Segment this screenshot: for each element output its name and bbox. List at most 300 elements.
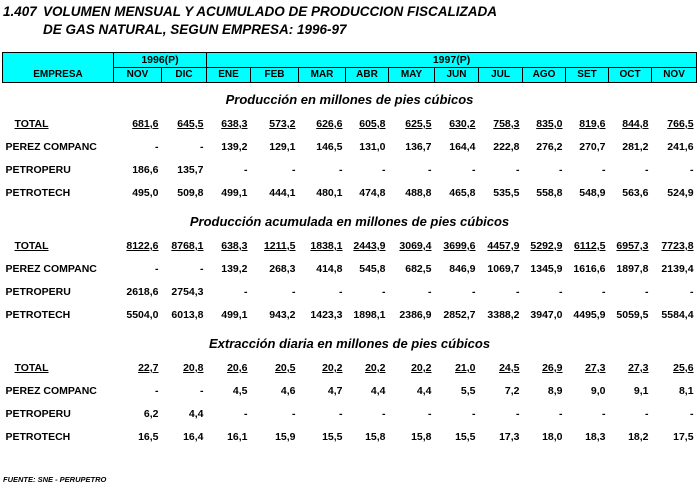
section-title: Producción en millones de pies cúbicos bbox=[225, 92, 474, 107]
table-cell bbox=[523, 357, 566, 380]
table-cell bbox=[435, 380, 479, 403]
cell-value: - bbox=[516, 164, 520, 176]
cell-value: 139,2 bbox=[221, 141, 248, 153]
table-cell bbox=[566, 113, 609, 136]
cell-value: - bbox=[602, 408, 606, 420]
header-month: AGO bbox=[523, 68, 566, 83]
cell-value: 8,1 bbox=[678, 385, 694, 397]
table-cell bbox=[346, 281, 389, 304]
cell-value: 8122,6 bbox=[126, 240, 159, 252]
cell-value: 681,6 bbox=[132, 118, 159, 130]
table-cell bbox=[389, 380, 435, 403]
table-cell bbox=[523, 235, 566, 258]
table-cell bbox=[114, 403, 162, 426]
table-cell bbox=[479, 182, 523, 205]
cell-value: 18,0 bbox=[542, 431, 563, 443]
cell-value: 4,6 bbox=[280, 385, 296, 397]
cell-value: 4,4 bbox=[416, 385, 432, 397]
cell-value: 8,9 bbox=[547, 385, 563, 397]
table-cell bbox=[114, 357, 162, 380]
table-cell bbox=[566, 357, 609, 380]
table-cell bbox=[435, 113, 479, 136]
table-cell bbox=[114, 113, 162, 136]
table-cell bbox=[523, 182, 566, 205]
cell-value: - bbox=[292, 164, 296, 176]
table-cell bbox=[523, 113, 566, 136]
section-title: Extracción diaria en millones de pies cúbicos bbox=[209, 336, 491, 351]
cell-value: 222,8 bbox=[493, 141, 520, 153]
table-cell bbox=[299, 426, 346, 449]
table-cell bbox=[523, 403, 566, 426]
table-cell bbox=[566, 235, 609, 258]
table-cell bbox=[566, 426, 609, 449]
table-cell bbox=[566, 304, 609, 327]
cell-value: - bbox=[428, 164, 432, 176]
cell-value: 548,9 bbox=[579, 187, 606, 199]
row-label: PEREZ COMPANC bbox=[5, 263, 97, 275]
table-cell bbox=[299, 159, 346, 182]
table-cell bbox=[389, 403, 435, 426]
table-cell bbox=[389, 357, 435, 380]
table-cell bbox=[207, 403, 251, 426]
header-month: OCT bbox=[609, 68, 652, 83]
cell-value: 24,5 bbox=[499, 362, 520, 374]
cell-value: - bbox=[200, 263, 204, 275]
table-cell bbox=[609, 182, 652, 205]
cell-value: 819,6 bbox=[579, 118, 606, 130]
cell-value: 241,6 bbox=[667, 141, 694, 153]
cell-value: 465,8 bbox=[449, 187, 476, 199]
table-cell bbox=[389, 113, 435, 136]
title-line-2: DE GAS NATURAL, SEGUN EMPRESA: 1996-97 bbox=[43, 22, 347, 37]
cell-value: 4,4 bbox=[188, 408, 204, 420]
table-cell bbox=[609, 281, 652, 304]
cell-value: 3699,6 bbox=[443, 240, 476, 252]
table-cell bbox=[162, 113, 207, 136]
table-row bbox=[3, 182, 697, 205]
table-cell bbox=[207, 113, 251, 136]
cell-value: 758,3 bbox=[493, 118, 520, 130]
row-label: PETROTECH bbox=[5, 431, 71, 443]
table-cell bbox=[162, 380, 207, 403]
table-cell bbox=[435, 304, 479, 327]
table-cell bbox=[479, 235, 523, 258]
header-month: ENE bbox=[207, 68, 251, 83]
cell-value: 2386,9 bbox=[399, 309, 432, 321]
cell-value: 605,8 bbox=[359, 118, 386, 130]
cell-value: 281,2 bbox=[622, 141, 649, 153]
table-cell bbox=[479, 304, 523, 327]
table-cell bbox=[162, 357, 207, 380]
table-row bbox=[3, 136, 697, 159]
table-cell bbox=[114, 136, 162, 159]
table-cell bbox=[162, 304, 207, 327]
table-cell bbox=[207, 380, 251, 403]
table-row bbox=[3, 380, 697, 403]
cell-value: - bbox=[244, 164, 248, 176]
cell-value: 626,6 bbox=[316, 118, 343, 130]
cell-value: 1423,3 bbox=[310, 309, 343, 321]
cell-value: 20,5 bbox=[275, 362, 296, 374]
table-cell bbox=[114, 182, 162, 205]
table-cell bbox=[652, 235, 697, 258]
table-cell bbox=[251, 235, 299, 258]
header-row-years bbox=[3, 53, 697, 68]
cell-value: 4495,9 bbox=[573, 309, 606, 321]
cell-value: 268,3 bbox=[269, 263, 296, 275]
header-blank-cell bbox=[3, 53, 114, 68]
cell-value: 5584,4 bbox=[661, 309, 694, 321]
cell-value: 20,2 bbox=[411, 362, 432, 374]
header-month: JUL bbox=[479, 68, 523, 83]
cell-value: 535,5 bbox=[493, 187, 520, 199]
header-month: NOV bbox=[652, 68, 697, 83]
cell-value: 15,8 bbox=[411, 431, 432, 443]
table-cell bbox=[162, 182, 207, 205]
header-month: SET bbox=[566, 68, 609, 83]
cell-value: 15,8 bbox=[365, 431, 386, 443]
cell-value: 270,7 bbox=[579, 141, 606, 153]
cell-value: 835,0 bbox=[536, 118, 563, 130]
cell-value: - bbox=[428, 408, 432, 420]
header-month: MAY bbox=[389, 68, 435, 83]
table-cell bbox=[162, 159, 207, 182]
cell-value: - bbox=[382, 408, 386, 420]
cell-value: 4,5 bbox=[232, 385, 248, 397]
cell-value: 20,2 bbox=[322, 362, 343, 374]
table-cell bbox=[299, 403, 346, 426]
cell-value: 27,3 bbox=[628, 362, 649, 374]
cell-value: - bbox=[155, 263, 159, 275]
table-cell bbox=[299, 235, 346, 258]
table-cell bbox=[299, 281, 346, 304]
cell-value: 1069,7 bbox=[487, 263, 520, 275]
table-cell bbox=[609, 235, 652, 258]
cell-value: 20,6 bbox=[227, 362, 248, 374]
cell-value: 8768,1 bbox=[171, 240, 204, 252]
table-cell bbox=[566, 258, 609, 281]
cell-value: - bbox=[472, 286, 476, 298]
cell-value: 131,0 bbox=[359, 141, 386, 153]
cell-value: 146,5 bbox=[316, 141, 343, 153]
table-cell bbox=[346, 426, 389, 449]
table-cell bbox=[609, 159, 652, 182]
table-cell bbox=[251, 304, 299, 327]
table-cell bbox=[523, 380, 566, 403]
cell-value: 6957,3 bbox=[616, 240, 649, 252]
table-cell bbox=[207, 235, 251, 258]
table-cell bbox=[479, 136, 523, 159]
cell-value: - bbox=[155, 141, 159, 153]
cell-value: 15,9 bbox=[275, 431, 296, 443]
table-cell bbox=[346, 258, 389, 281]
table-cell bbox=[652, 113, 697, 136]
table-cell bbox=[609, 403, 652, 426]
cell-value: 444,1 bbox=[269, 187, 296, 199]
table-cell bbox=[162, 403, 207, 426]
cell-value: 18,2 bbox=[628, 431, 649, 443]
table-cell bbox=[299, 357, 346, 380]
cell-value: - bbox=[559, 164, 563, 176]
cell-value: 625,5 bbox=[405, 118, 432, 130]
row-label: TOTAL bbox=[14, 118, 49, 130]
table-cell bbox=[652, 136, 697, 159]
table-cell bbox=[652, 159, 697, 182]
table-cell bbox=[435, 235, 479, 258]
cell-value: 26,9 bbox=[542, 362, 563, 374]
cell-value: 2618,6 bbox=[126, 286, 159, 298]
header-month: JUN bbox=[435, 68, 479, 83]
table-row bbox=[3, 281, 697, 304]
row-label: PETROPERU bbox=[5, 408, 71, 420]
table-cell bbox=[435, 281, 479, 304]
table-cell bbox=[609, 113, 652, 136]
table-cell bbox=[566, 159, 609, 182]
table-cell bbox=[479, 403, 523, 426]
cell-value: 488,8 bbox=[405, 187, 432, 199]
cell-value: - bbox=[292, 286, 296, 298]
cell-value: 2443,9 bbox=[353, 240, 386, 252]
table-cell bbox=[114, 159, 162, 182]
cell-value: - bbox=[339, 408, 343, 420]
cell-value: 524,9 bbox=[667, 187, 694, 199]
cell-value: 6,2 bbox=[143, 408, 159, 420]
table-cell bbox=[207, 136, 251, 159]
section-header bbox=[3, 327, 697, 357]
table-cell bbox=[389, 159, 435, 182]
row-label: TOTAL bbox=[14, 240, 49, 252]
section-header bbox=[3, 83, 697, 114]
table-row bbox=[3, 304, 697, 327]
document-title bbox=[3, 3, 497, 39]
data-table bbox=[2, 52, 697, 449]
cell-value: - bbox=[244, 286, 248, 298]
table-cell bbox=[251, 380, 299, 403]
table-cell bbox=[566, 182, 609, 205]
table-cell bbox=[299, 113, 346, 136]
cell-value: 499,1 bbox=[221, 187, 248, 199]
cell-value: - bbox=[690, 408, 694, 420]
header-month: ABR bbox=[346, 68, 389, 83]
cell-value: 25,6 bbox=[673, 362, 694, 374]
header-month: FEB bbox=[251, 68, 299, 83]
table-cell bbox=[251, 281, 299, 304]
table-cell bbox=[251, 258, 299, 281]
section-header bbox=[3, 205, 697, 235]
table-cell bbox=[609, 258, 652, 281]
cell-value: 3388,2 bbox=[487, 309, 520, 321]
cell-value: - bbox=[339, 286, 343, 298]
table-row bbox=[3, 357, 697, 380]
cell-value: 1838,1 bbox=[310, 240, 343, 252]
cell-value: 136,7 bbox=[405, 141, 432, 153]
cell-value: 6013,8 bbox=[171, 309, 204, 321]
cell-value: 4,4 bbox=[370, 385, 386, 397]
cell-value: 9,0 bbox=[590, 385, 606, 397]
table-cell bbox=[162, 235, 207, 258]
cell-value: - bbox=[645, 408, 649, 420]
table-cell bbox=[162, 136, 207, 159]
cell-value: - bbox=[472, 164, 476, 176]
row-label: PETROTECH bbox=[5, 187, 71, 199]
cell-value: 563,6 bbox=[622, 187, 649, 199]
table-cell bbox=[251, 357, 299, 380]
cell-value: 135,7 bbox=[177, 164, 204, 176]
table-cell bbox=[251, 113, 299, 136]
cell-value: 20,8 bbox=[183, 362, 204, 374]
table-cell bbox=[299, 136, 346, 159]
cell-value: 1616,6 bbox=[573, 263, 606, 275]
table-cell bbox=[251, 182, 299, 205]
table-cell bbox=[435, 426, 479, 449]
cell-value: 682,5 bbox=[405, 263, 432, 275]
table-cell bbox=[207, 357, 251, 380]
cell-value: 480,1 bbox=[316, 187, 343, 199]
table-cell bbox=[609, 136, 652, 159]
cell-value: 18,3 bbox=[585, 431, 606, 443]
cell-value: 276,2 bbox=[536, 141, 563, 153]
header-year-1996: 1996(P) bbox=[114, 53, 207, 68]
cell-value: 139,2 bbox=[221, 263, 248, 275]
cell-value: 3069,4 bbox=[399, 240, 432, 252]
table-cell bbox=[114, 258, 162, 281]
cell-value: 15,5 bbox=[455, 431, 476, 443]
table-row bbox=[3, 159, 697, 182]
cell-value: 17,5 bbox=[673, 431, 694, 443]
cell-value: 186,6 bbox=[132, 164, 159, 176]
cell-value: - bbox=[155, 385, 159, 397]
table-cell bbox=[251, 426, 299, 449]
row-label: PETROTECH bbox=[5, 309, 71, 321]
table-cell bbox=[479, 113, 523, 136]
cell-value: 495,0 bbox=[132, 187, 159, 199]
cell-value: 844,8 bbox=[622, 118, 649, 130]
cell-value: 499,1 bbox=[221, 309, 248, 321]
cell-value: 22,7 bbox=[138, 362, 159, 374]
row-label: TOTAL bbox=[14, 362, 49, 374]
cell-value: 638,3 bbox=[221, 240, 248, 252]
cell-value: 509,8 bbox=[177, 187, 204, 199]
table-cell bbox=[162, 281, 207, 304]
table-row bbox=[3, 235, 697, 258]
cell-value: - bbox=[382, 286, 386, 298]
source-footer: FUENTE: SNE - PERUPETRO bbox=[3, 475, 107, 484]
table-cell bbox=[435, 182, 479, 205]
cell-value: 573,2 bbox=[269, 118, 296, 130]
table-cell bbox=[114, 281, 162, 304]
table-cell bbox=[207, 304, 251, 327]
header-month: NOV bbox=[114, 68, 162, 83]
cell-value: 17,3 bbox=[499, 431, 520, 443]
table-cell bbox=[523, 281, 566, 304]
header-row-months bbox=[3, 68, 697, 83]
row-label: PEREZ COMPANC bbox=[5, 141, 97, 153]
cell-value: 1211,5 bbox=[263, 240, 296, 252]
table-row bbox=[3, 113, 697, 136]
table-cell bbox=[389, 304, 435, 327]
table-row bbox=[3, 258, 697, 281]
table-cell bbox=[652, 380, 697, 403]
cell-value: 27,3 bbox=[585, 362, 606, 374]
table-cell bbox=[523, 426, 566, 449]
cell-value: - bbox=[472, 408, 476, 420]
cell-value: 1345,9 bbox=[530, 263, 563, 275]
table-cell bbox=[523, 258, 566, 281]
table-cell bbox=[609, 426, 652, 449]
cell-value: 21,0 bbox=[455, 362, 476, 374]
row-label: PETROPERU bbox=[5, 286, 71, 298]
cell-value: 6112,5 bbox=[573, 240, 606, 252]
table-cell bbox=[207, 281, 251, 304]
table-cell bbox=[389, 258, 435, 281]
cell-value: - bbox=[645, 286, 649, 298]
table-cell bbox=[652, 357, 697, 380]
cell-value: - bbox=[428, 286, 432, 298]
table-cell bbox=[346, 357, 389, 380]
cell-value: 15,5 bbox=[322, 431, 343, 443]
table-cell bbox=[346, 304, 389, 327]
cell-value: 558,8 bbox=[536, 187, 563, 199]
cell-value: - bbox=[690, 286, 694, 298]
table-cell bbox=[114, 304, 162, 327]
header-month: MAR bbox=[299, 68, 346, 83]
cell-value: - bbox=[339, 164, 343, 176]
table-cell bbox=[523, 304, 566, 327]
table-cell bbox=[566, 403, 609, 426]
table-cell bbox=[346, 136, 389, 159]
table-cell bbox=[435, 159, 479, 182]
table-cell bbox=[299, 258, 346, 281]
cell-value: 5292,9 bbox=[530, 240, 563, 252]
table-cell bbox=[389, 182, 435, 205]
cell-value: 846,9 bbox=[449, 263, 476, 275]
table-cell bbox=[609, 380, 652, 403]
cell-value: 2852,7 bbox=[443, 309, 476, 321]
table-cell bbox=[523, 159, 566, 182]
table-cell bbox=[299, 304, 346, 327]
table-cell bbox=[435, 258, 479, 281]
table-cell bbox=[251, 136, 299, 159]
table-cell bbox=[435, 136, 479, 159]
cell-value: - bbox=[516, 286, 520, 298]
section-title: Producción acumulada en millones de pies cúbicos bbox=[189, 214, 510, 229]
cell-value: 7,2 bbox=[504, 385, 520, 397]
table-row bbox=[3, 403, 697, 426]
table-cell bbox=[207, 159, 251, 182]
table-cell bbox=[435, 403, 479, 426]
cell-value: - bbox=[559, 286, 563, 298]
table-cell bbox=[479, 258, 523, 281]
table-cell bbox=[479, 281, 523, 304]
cell-value: 4457,9 bbox=[487, 240, 520, 252]
table-cell bbox=[566, 380, 609, 403]
cell-value: 638,3 bbox=[221, 118, 248, 130]
table-cell bbox=[479, 380, 523, 403]
cell-value: - bbox=[602, 164, 606, 176]
table-cell bbox=[479, 159, 523, 182]
table-cell bbox=[566, 136, 609, 159]
cell-value: - bbox=[516, 408, 520, 420]
cell-value: 630,2 bbox=[449, 118, 476, 130]
table-cell bbox=[479, 357, 523, 380]
table-cell bbox=[346, 235, 389, 258]
table-cell bbox=[207, 258, 251, 281]
table-cell bbox=[162, 426, 207, 449]
cell-value: - bbox=[244, 408, 248, 420]
cell-value: 164,4 bbox=[449, 141, 476, 153]
cell-value: 414,8 bbox=[316, 263, 343, 275]
cell-value: 645,5 bbox=[177, 118, 204, 130]
